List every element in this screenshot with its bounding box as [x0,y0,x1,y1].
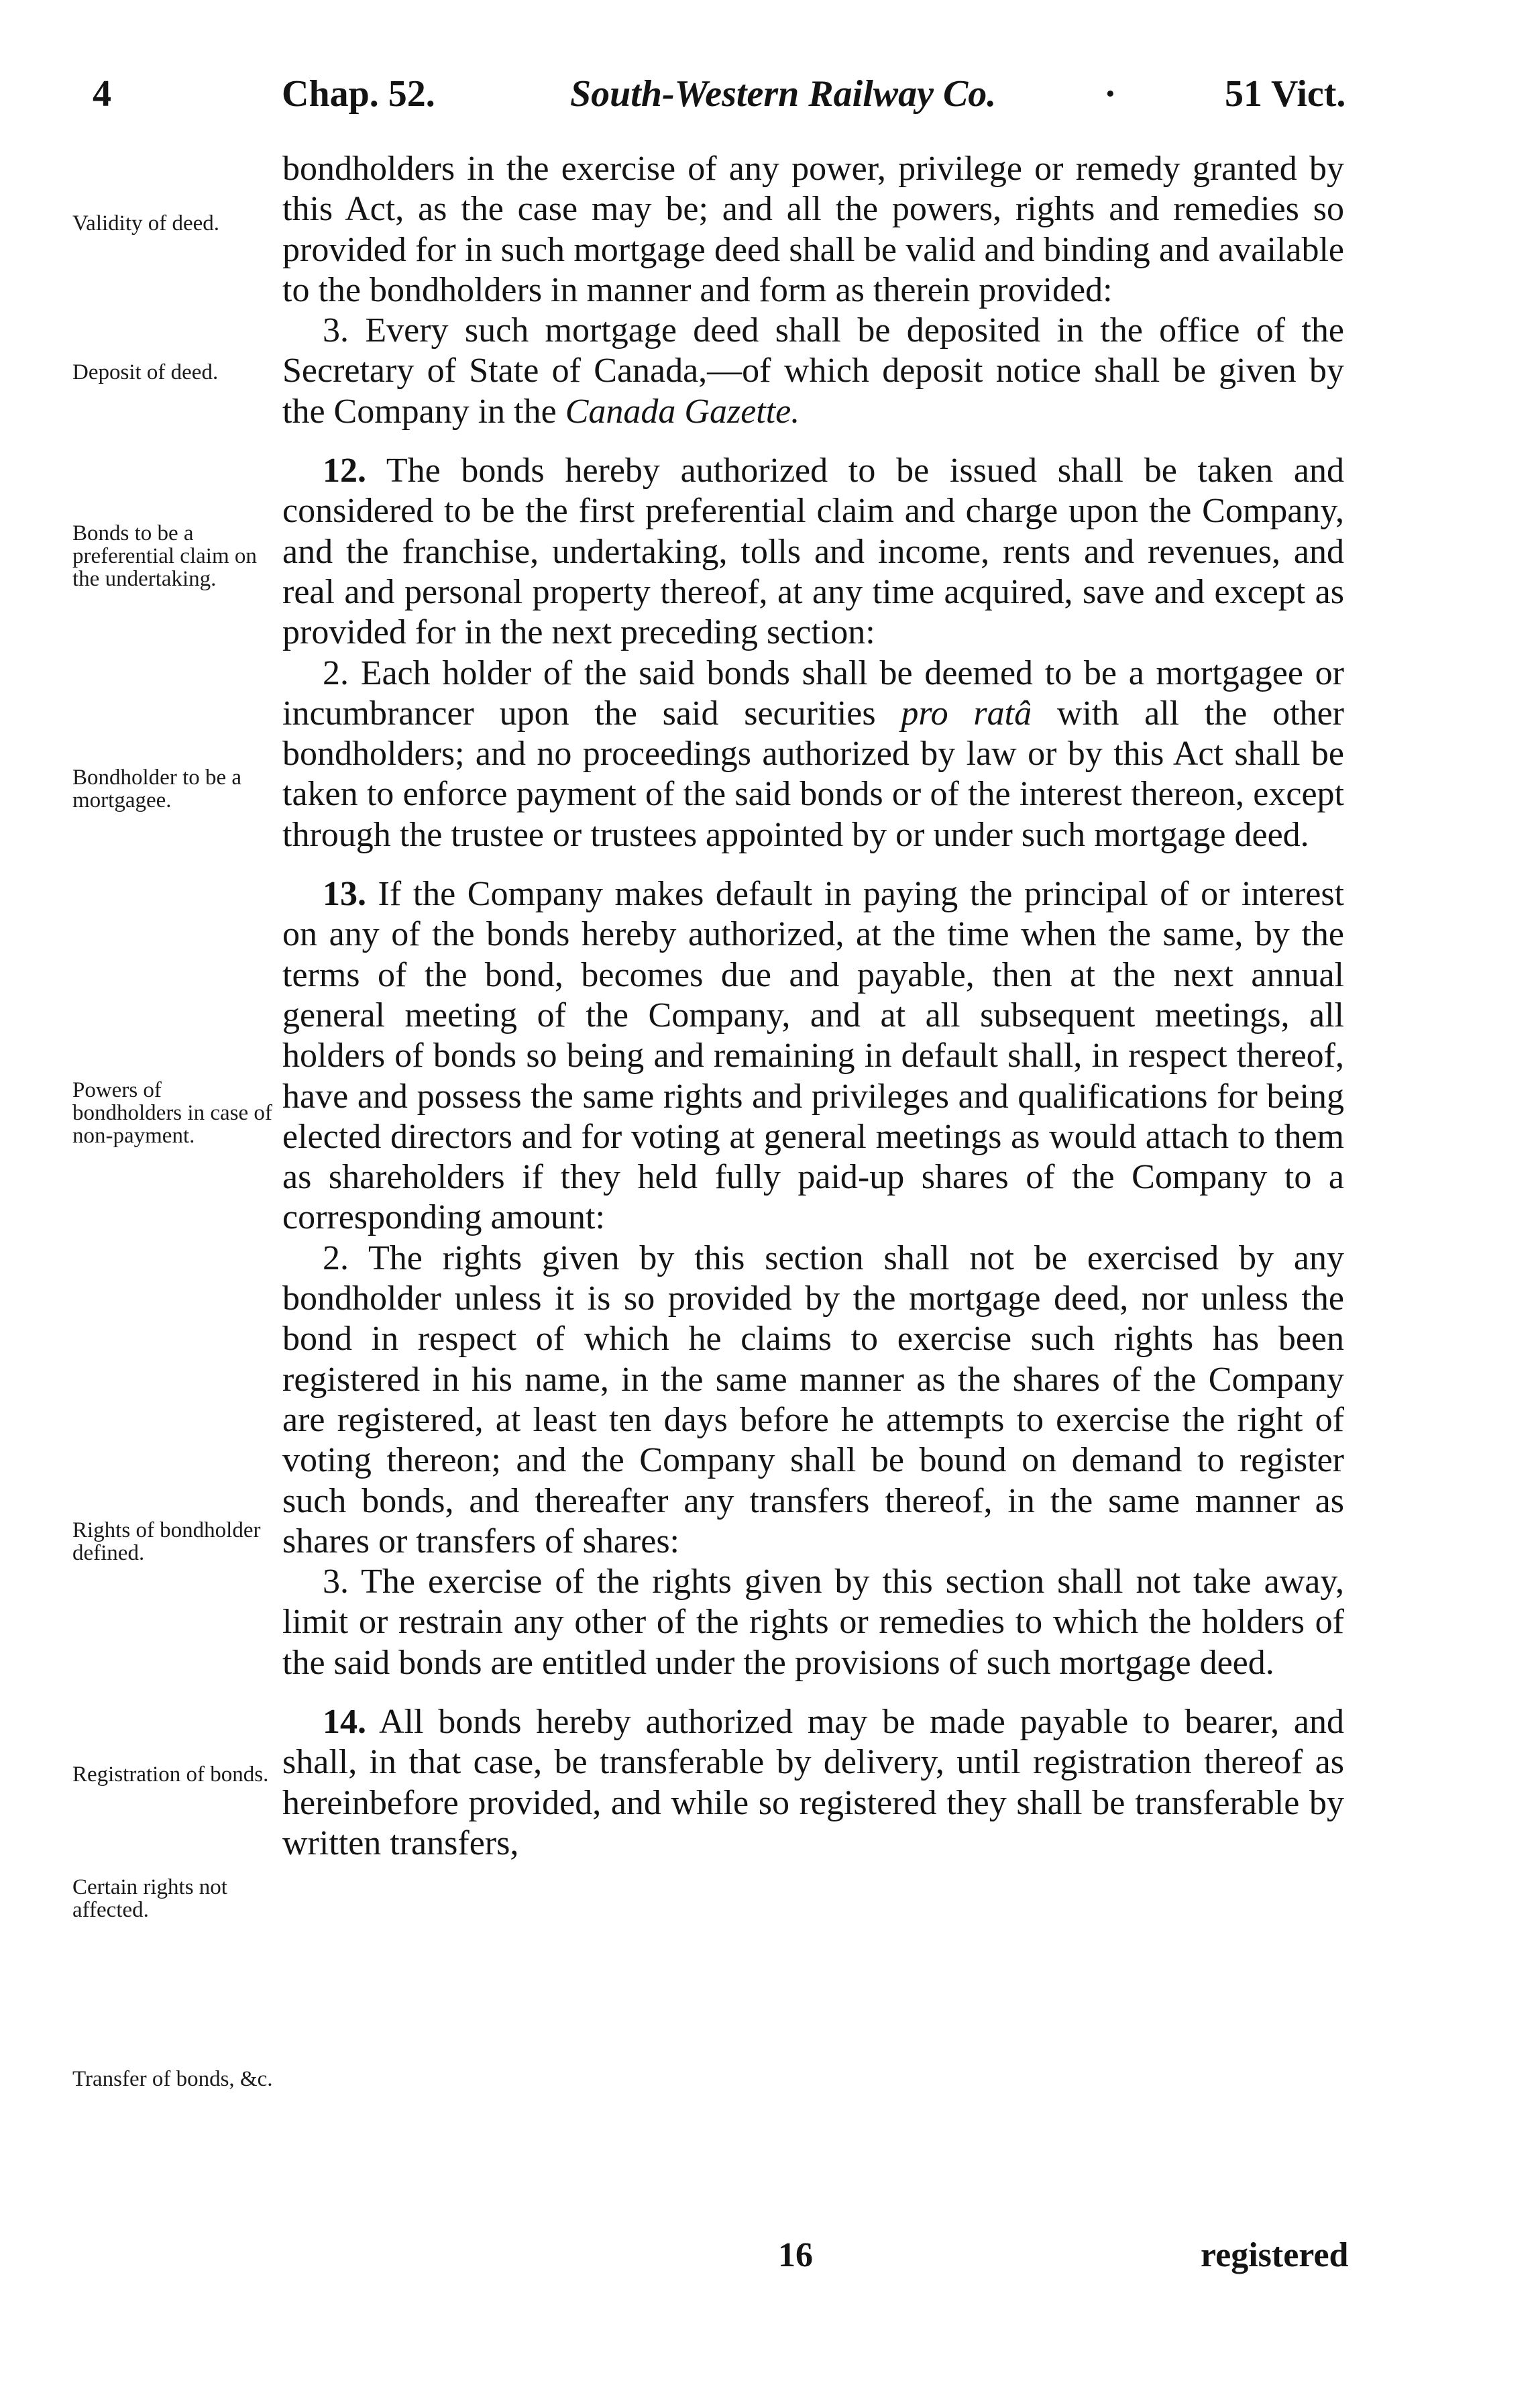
section-13 [282,874,1344,1238]
section-12-number: 12. [323,452,366,490]
section-13-number: 13. [323,875,366,914]
section-12-2-text-b: with all the other bondholders; and no proceedings authorized by law or by this Act shall be taken to enforce payment of the said bonds or of the interest thereon, except through the trustee or trustees appointed by or under such mortgage deed. [282,694,1344,854]
section-13-2-text: 2. The rights given by this section shall not be exercised by any bondholder unless it is so provided by the mortgage deed, nor unless the bond in respect of which he claims to exercise such rights has been registered in his name, in the same manner as the shares of the Company are registered, at least ten days before he attempts to exercise the right of voting thereon; and the Company shall be bound on demand to register such bonds, and thereafter any transfers thereof, in the same manner as shares or transfers of shares: [282,1238,1344,1560]
section-13-3-text: 3. The exercise of the rights given by this section shall not take away, limit or restrain any other of the rights or remedies to which the holders of the said bonds are entitled under the provisions of such mortgage deed. [282,1563,1344,1682]
side-note-bonds-preferential-claim: Bonds to be a preferential claim on the undertaking. [72,521,257,591]
section-13-text: If the Company makes default in paying the principal of or interest on any of the bonds hereby authorized, at the time when the same, by the terms of the bond, becomes due and payable, then at the next annual general meeting of the Company, and at all subsequent meetings, all holders of bonds so being and remaining in default shall, in respect thereof, have and possess the same rights and privileges and qualifications for being elected directors and for voting at general meetings as would attach to them as shareholders if they held fully paid-up shares of the Company to a corresponding amount: [282,875,1344,1237]
section-13-subsection-3 [282,1562,1344,1683]
header-mark: · [1104,73,1117,115]
deposit-text: 3. Every such mortgage deed shall be deposited in the office of the Secretary of State of Canada,—of which deposit notice shall be given by the Company in the [282,311,1344,431]
paragraph-continuation: bondholders in the exercise of any power, privilege or remedy granted by this Act, as the case may be; and all the powers, rights and remedies so provided for in such mortgage deed shall be valid and binding and available to the bondholders in manner and form as therein provided: [282,150,1344,309]
side-note-deposit-of-deed: Deposit of deed. [72,360,219,384]
chapter-label: Chap. 52. [282,73,435,115]
section-12-text: The bonds hereby authorized to be issued shall be taken and considered to be the first preferential claim and charge upon the Company, and the franchise, undertaking, tolls and income, rents and revenues, and real and personal property thereof, at any time acquired, save and except as provided for in the next preceding section: [282,452,1344,652]
side-note-registration-of-bonds: Registration of bonds. [72,1762,269,1787]
side-note-bondholder-mortgagee: Bondholder to be a mortgagee. [72,765,242,812]
section-14-text: All bonds hereby authorized may be made payable to bearer, and shall, in that case, be transferable by delivery, until registration thereof as hereinbefore provided, and while so registered they shall be transferable by written transfers, [282,1702,1344,1862]
section-14-number: 14. [323,1702,366,1741]
page-number: 4 [93,73,111,115]
regnal-year: 51 Vict. [1225,73,1346,115]
gazette-name: Canada Gazette. [565,392,800,431]
side-note-validity-of-deed: Validity of deed. [72,211,220,235]
section-12-subsection-2 [282,653,1344,855]
section-12 [282,451,1344,653]
running-header [0,72,1540,126]
catchword: registered [1201,2236,1349,2274]
body-text [282,149,1344,1864]
page-footer [0,2235,1540,2282]
side-note-powers-of-bondholders: Powers of bondholders in case of non-payment. [72,1078,272,1148]
section-14 [282,1702,1344,1864]
running-title: South-Western Railway Co. [570,73,997,115]
signature-mark: 16 [778,2236,813,2274]
side-note-certain-rights: Certain rights not affected. [72,1875,227,1922]
side-note-transfer-of-bonds: Transfer of bonds, &c. [72,2067,273,2091]
section-12-2-text-a: 2. Each holder of the said bonds shall be deemed to be a mortgagee or incumbrancer upon the said securities [282,653,1344,733]
pro-rata-term: pro ratâ [901,694,1032,733]
paragraph-deposit [282,311,1344,432]
side-note-rights-defined: Rights of bondholder defined. [72,1518,261,1565]
section-13-subsection-2 [282,1238,1344,1562]
